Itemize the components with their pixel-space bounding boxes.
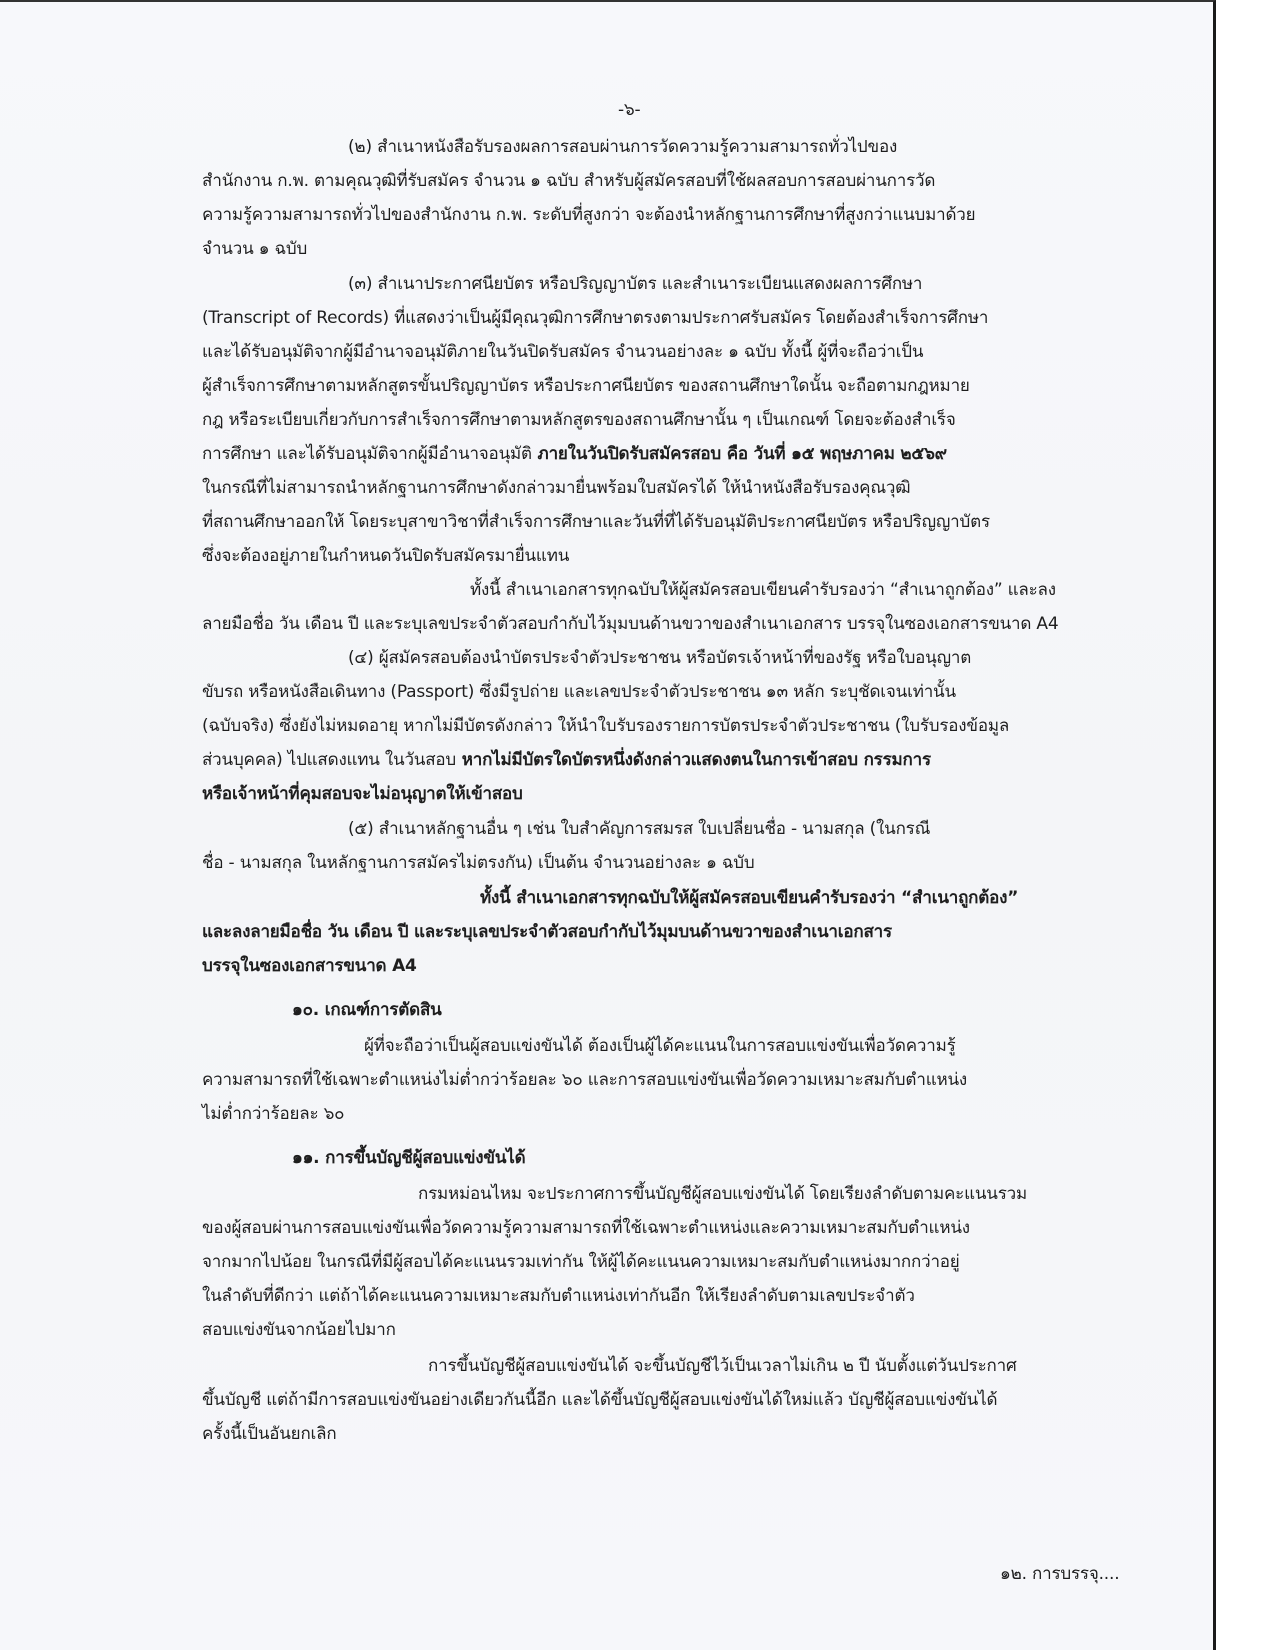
text-line: [202, 851, 754, 875]
text-line: [348, 135, 897, 159]
line-text: หรือเจ้าหน้าที่คุมสอบจะไม่อนุญาตให้เข้าสอบ: [202, 784, 523, 804]
text-line: [202, 612, 1058, 636]
line-text: ที่สถานศึกษาออกให้ โดยระบุสาขาวิชาที่สำเร็จการศึกษาและวันที่ที่ได้รับอนุมัติประกาศนียบัตร หรือปริญญาบัตร: [202, 512, 990, 532]
line-text: การขึ้นบัญชีผู้สอบแข่งขันได้ จะขึ้นบัญชีไว้เป็นเวลาไม่เกิน ๒ ปี นับตั้งแต่วันประกาศ: [428, 1356, 1017, 1376]
text-line: [202, 544, 569, 568]
line-text: กฎ หรือระเบียบเกี่ยวกับการสำเร็จการศึกษาตามหลักสูตรของสถานศึกษานั้น ๆ เป็นเกณฑ์ โดยจะต้องสำเร็จ: [202, 410, 956, 430]
text-line: [348, 817, 930, 841]
text-line: [202, 954, 417, 978]
text-line: [202, 680, 956, 704]
text-line: [348, 646, 971, 670]
text-line: [202, 1284, 915, 1308]
text-line: [202, 1250, 960, 1274]
bold-emphasis-text: ภายในวันปิดรับสมัครสอบ คือ วันที่ ๑๕ พฤษภาคม ๒๕๖๙: [531, 444, 947, 464]
text-line: [202, 169, 935, 193]
line-text: (๒) สำเนาหนังสือรับรองผลการสอบผ่านการวัดความรู้ความสามารถทั่วไปของ: [348, 137, 898, 157]
text-line: [348, 272, 922, 296]
line-text: ครั้งนี้เป็นอันยกเลิก: [202, 1424, 337, 1444]
text-line: [202, 510, 990, 534]
line-text: ซึ่งจะต้องอยู่ภายในกำหนดวันปิดรับสมัครมายื่นแทน: [202, 546, 570, 566]
line-text: ในกรณีที่ไม่สามารถนำหลักฐานการศึกษาดังกล่าวมายื่นพร้อมใบสมัครได้ ให้นำหนังสือรับรองคุณวุฒิ: [202, 478, 911, 498]
text-line: [202, 1102, 344, 1126]
line-text: ของผู้สอบผ่านการสอบแข่งขันเพื่อวัดความรู้ความสามารถที่ใช้เฉพาะตำแหน่งและความเหมาะสมกับตำแหน่ง: [202, 1218, 970, 1238]
text-line: [202, 714, 1009, 738]
line-text: สอบแข่งขันจากน้อยไปมาก: [202, 1320, 396, 1340]
line-text: ๑๐. เกณฑ์การตัดสิน: [292, 1000, 442, 1020]
text-line: [202, 782, 523, 806]
text-line: [202, 203, 975, 227]
line-text: บรรจุในซองเอกสารขนาด A4: [202, 956, 417, 976]
text-line: [418, 1182, 1027, 1206]
line-text: ในลำดับที่ดีกว่า แต่ถ้าได้คะแนนความเหมาะสมกับตำแหน่งเท่ากันอีก ให้เรียงลำดับตามเลขประจำตัว: [202, 1286, 915, 1306]
line-text: ลายมือชื่อ วัน เดือน ปี และระบุเลขประจำตัวสอบกำกับไว้มุมบนด้านขวาของสำเนาเอกสาร บรรจุในซองเอกสารขนาด A4: [202, 614, 1059, 634]
line-text: จากมากไปน้อย ในกรณีที่มีผู้สอบได้คะแนนรวมเท่ากัน ให้ผู้ได้คะแนนความเหมาะสมกับตำแหน่งมากกว่าอยู่: [202, 1252, 960, 1272]
text-line: [202, 442, 947, 466]
line-text: และลงลายมือชื่อ วัน เดือน ปี และระบุเลขประจำตัวสอบกำกับไว้มุมบนด้านขวาของสำเนาเอกสาร: [202, 922, 892, 942]
line-text: สำนักงาน ก.พ. ตามคุณวุฒิที่รับสมัคร จำนวน ๑ ฉบับ สำหรับผู้สมัครสอบที่ใช้ผลสอบการสอบผ่านการวัด: [202, 171, 936, 191]
line-text: ความรู้ความสามารถทั่วไปของสำนักงาน ก.พ. ระดับที่สูงกว่า จะต้องนำหลักฐานการศึกษาที่สูงกว่าแนบมาด้วย: [202, 205, 976, 225]
line-text: (Transcript of Records) ที่แสดงว่าเป็นผู้มีคุณวุฒิการศึกษาตรงตามประกาศรับสมัคร โดยต้องสำเร็จการศึกษา: [202, 308, 989, 328]
text-line: [470, 578, 1056, 602]
text-line: [480, 886, 1018, 910]
line-text: ผู้ที่จะถือว่าเป็นผู้สอบแข่งขันได้ ต้องเป็นผู้ได้คะแนนในการสอบแข่งขันเพื่อวัดความรู้: [364, 1036, 956, 1056]
line-text: (๓) สำเนาประกาศนียบัตร หรือปริญญาบัตร และสำเนาระเบียนแสดงผลการศึกษา: [348, 274, 923, 294]
line-text: ความสามารถที่ใช้เฉพาะตำแหน่งไม่ต่ำกว่าร้อยละ ๖๐ และการสอบแข่งขันเพื่อวัดความเหมาะสมกับตำแหน่ง: [202, 1070, 967, 1090]
text-line: [364, 1034, 956, 1058]
line-text: ชื่อ - นามสกุล ในหลักฐานการสมัครไม่ตรงกัน) เป็นต้น จำนวนอย่างละ ๑ ฉบับ: [202, 853, 755, 873]
line-text: ขับรถ หรือหนังสือเดินทาง (Passport) ซึ่งมีรูปถ่าย และเลขประจำตัวประชาชน ๑๓ หลัก ระบุชัดเจนเท่านั้น: [202, 682, 956, 702]
text-line: [428, 1354, 1017, 1378]
text-line: [202, 408, 956, 432]
text-line: [202, 306, 988, 330]
text-line: [202, 1068, 967, 1092]
text-line: [292, 1146, 525, 1170]
text-line: [202, 1422, 336, 1446]
text-line: [202, 920, 892, 944]
line-text: ไม่ต่ำกว่าร้อยละ ๖๐: [202, 1104, 345, 1124]
text-line: [202, 476, 910, 500]
line-text: ทั้งนี้ สำเนาเอกสารทุกฉบับให้ผู้สมัครสอบเขียนคำรับรองว่า “สำเนาถูกต้อง”: [480, 888, 1019, 908]
line-text: กรมหม่อนไหม จะประกาศการขึ้นบัญชีผู้สอบแข่งขันได้ โดยเรียงลำดับตามคะแนนรวม: [418, 1184, 1027, 1204]
line-text: ๑๑. การขึ้นบัญชีผู้สอบแข่งขันได้: [292, 1148, 526, 1168]
text-line: [202, 1216, 970, 1240]
line-text: ทั้งนี้ สำเนาเอกสารทุกฉบับให้ผู้สมัครสอบเขียนคำรับรองว่า “สำเนาถูกต้อง” และลง: [470, 580, 1056, 600]
line-text: ส่วนบุคคล) ไปแสดงแทน ในวันสอบ: [202, 750, 457, 770]
text-line: [202, 748, 931, 772]
text-line: [202, 374, 970, 398]
text-line: [202, 237, 307, 261]
page-number: -๖-: [618, 100, 641, 120]
line-text: และได้รับอนุมัติจากผู้มีอำนาจอนุมัติภายในวันปิดรับสมัคร จำนวนอย่างละ ๑ ฉบับ ทั้งนี้ ผู้ที่จะถือว่าเป็น: [202, 342, 924, 362]
line-text: (ฉบับจริง) ซึ่งยังไม่หมดอายุ หากไม่มีบัตรดังกล่าว ให้นำใบรับรองรายการบัตรประจำตัวประชาชน (ใบรับรองข้อมูล: [202, 716, 1010, 736]
line-text: (๔) ผู้สมัครสอบต้องนำบัตรประจำตัวประชาชน หรือบัตรเจ้าหน้าที่ของรัฐ หรือใบอนุญาต: [348, 648, 972, 668]
continuation-footer: ๑๒. การบรรจุ....: [1000, 1564, 1120, 1584]
line-text: จำนวน ๑ ฉบับ: [202, 239, 308, 259]
line-text: การศึกษา และได้รับอนุมัติจากผู้มีอำนาจอนุมัติ: [202, 444, 532, 464]
line-text: ขึ้นบัญชี แต่ถ้ามีการสอบแข่งขันอย่างเดียวกันนี้อีก และได้ขึ้นบัญชีผู้สอบแข่งขันได้ใหม่แล้ว บัญชีผู้สอบแข่งขันได้: [202, 1390, 998, 1410]
text-line: [292, 998, 442, 1022]
line-text: (๕) สำเนาหลักฐานอื่น ๆ เช่น ใบสำคัญการสมรส ใบเปลี่ยนชื่อ - นามสกุล (ในกรณี: [348, 819, 931, 839]
text-line: [202, 1388, 997, 1412]
text-line: [202, 340, 923, 364]
text-line: [202, 1318, 396, 1342]
line-text: ผู้สำเร็จการศึกษาตามหลักสูตรขั้นปริญญาบัตร หรือประกาศนียบัตร ของสถานศึกษาใดนั้น จะถือตามกฎหมาย: [202, 376, 970, 396]
bold-emphasis-text: หากไม่มีบัตรใดบัตรหนึ่งดังกล่าวแสดงตนในการเข้าสอบ กรรมการ: [456, 750, 931, 770]
